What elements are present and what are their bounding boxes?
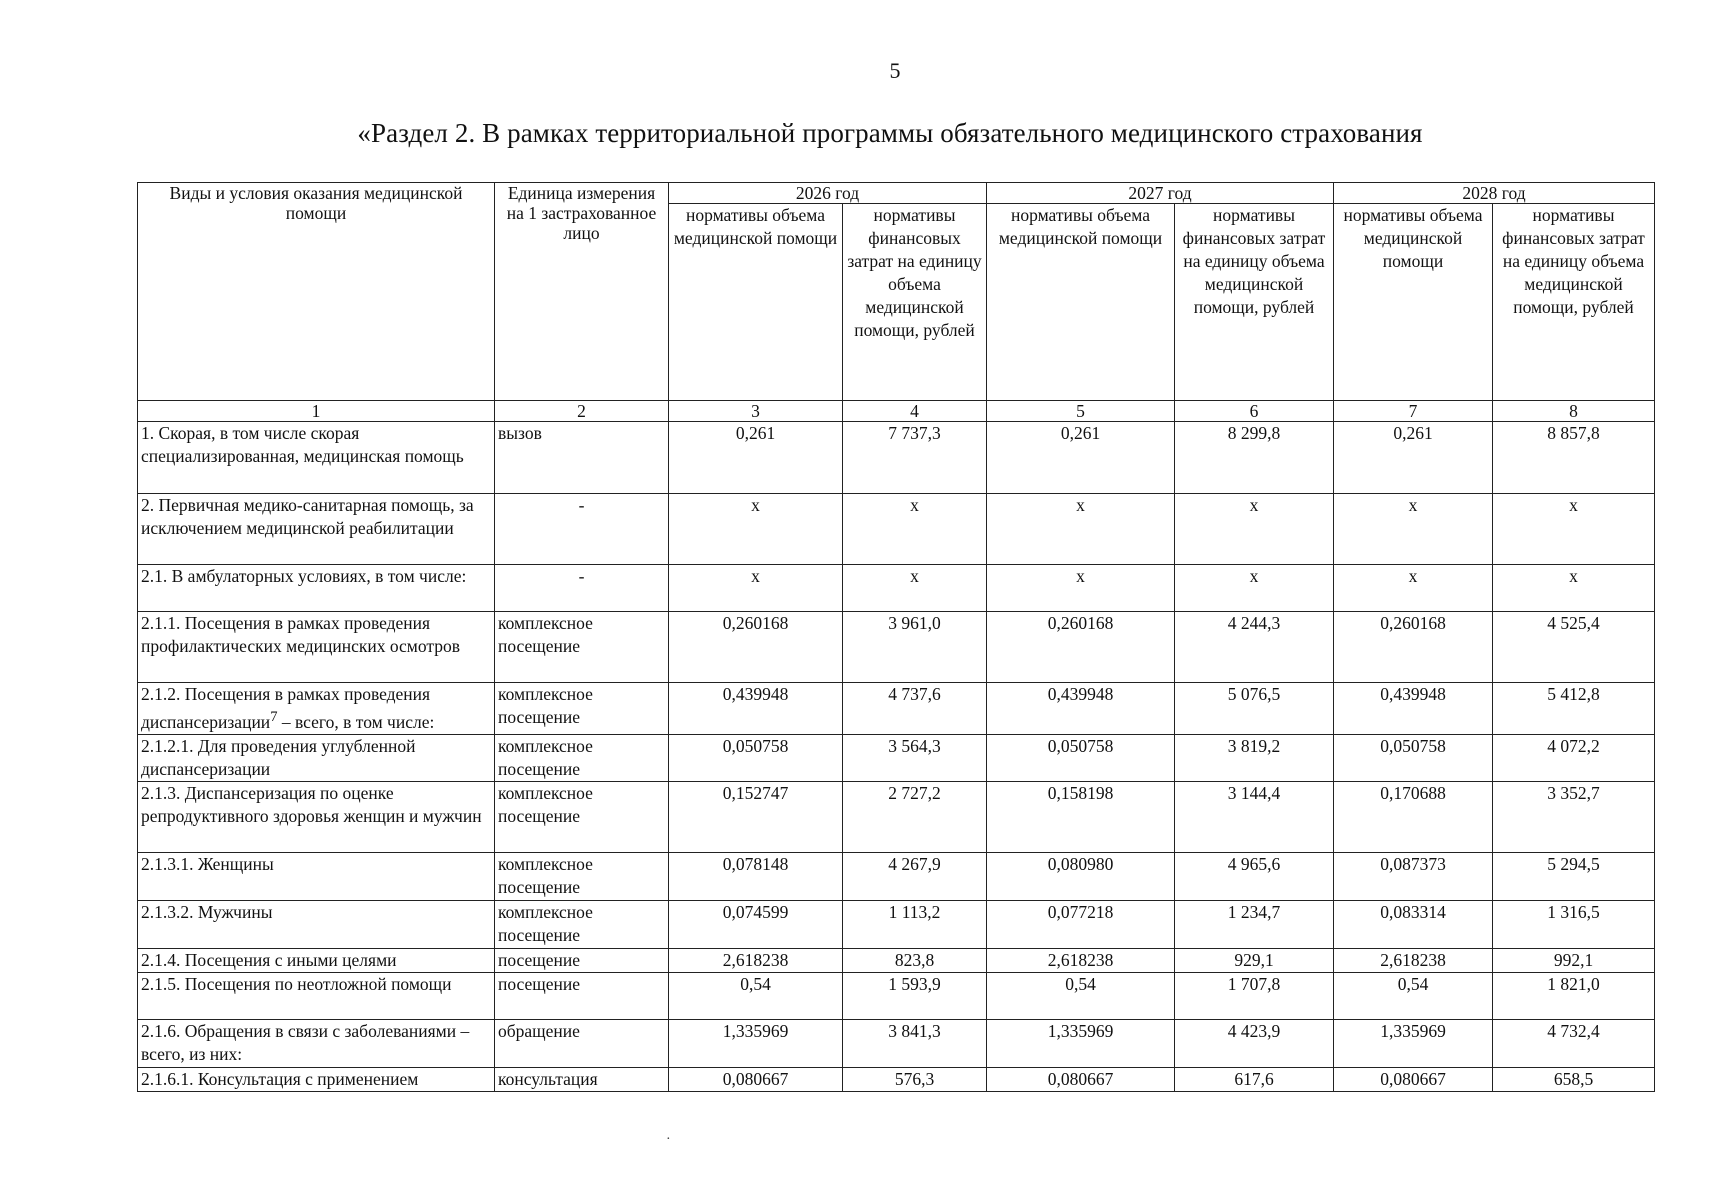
value-cell: 1,335969: [1334, 1019, 1493, 1067]
table-row: [138, 1019, 1655, 1067]
value-cell: 3 144,4: [1175, 781, 1334, 852]
row-name: 1. Скорая, в том числе скорая специализированная, медицинская помощь: [138, 422, 495, 494]
column-number: 6: [1175, 401, 1334, 422]
value-cell: 617,6: [1175, 1067, 1334, 1091]
row-unit: комплексное посещение: [495, 900, 669, 948]
row-name-tail: – всего, в том числе:: [277, 711, 435, 732]
value-cell: 0,261: [987, 422, 1175, 494]
row-unit: консультация: [495, 1067, 669, 1091]
row-unit: обращение: [495, 1019, 669, 1067]
value-cell: 3 819,2: [1175, 734, 1334, 781]
value-cell: х: [843, 565, 987, 612]
value-cell: 2,618238: [669, 948, 843, 972]
value-cell: 0,261: [1334, 422, 1493, 494]
value-cell: х: [843, 494, 987, 565]
value-cell: 8 857,8: [1493, 422, 1655, 494]
value-cell: 1 707,8: [1175, 972, 1334, 1019]
row-name: 2.1.2.1. Для проведения углубленной диспансеризации: [138, 734, 495, 781]
value-cell: х: [669, 565, 843, 612]
value-cell: 0,439948: [987, 683, 1175, 735]
value-cell: х: [1175, 494, 1334, 565]
value-cell: 0,083314: [1334, 900, 1493, 948]
value-cell: 0,158198: [987, 781, 1175, 852]
value-cell: 3 961,0: [843, 612, 987, 683]
value-cell: 1 316,5: [1493, 900, 1655, 948]
column-number: 8: [1493, 401, 1655, 422]
column-number: 5: [987, 401, 1175, 422]
row-unit: посещение: [495, 948, 669, 972]
value-cell: 0,170688: [1334, 781, 1493, 852]
value-cell: 1,335969: [669, 1019, 843, 1067]
value-cell: 0,080667: [987, 1067, 1175, 1091]
table-row: [138, 972, 1655, 1019]
value-cell: 3 352,7: [1493, 781, 1655, 852]
value-cell: х: [669, 494, 843, 565]
page-number: 5: [889, 58, 901, 83]
row-unit: посещение: [495, 972, 669, 1019]
value-cell: х: [987, 494, 1175, 565]
value-cell: 0,080667: [1334, 1067, 1493, 1091]
value-cell: 2,618238: [1334, 948, 1493, 972]
header-cost-2028: нормативы финансовых затрат на единицу объема медицинской помощи, рублей: [1493, 204, 1655, 401]
value-cell: 1 821,0: [1493, 972, 1655, 1019]
value-cell: 0,54: [669, 972, 843, 1019]
table-row: [138, 948, 1655, 972]
value-cell: 0,439948: [1334, 683, 1493, 735]
row-unit: комплексное посещение: [495, 683, 669, 735]
row-unit: -: [495, 565, 669, 612]
header-year-2026: 2026 год: [669, 183, 987, 204]
header-year-2027: 2027 год: [987, 183, 1334, 204]
value-cell: 929,1: [1175, 948, 1334, 972]
table-row: [138, 494, 1655, 565]
value-cell: 0,260168: [1334, 612, 1493, 683]
footnote-marker: 7: [270, 709, 278, 725]
value-cell: 0,439948: [669, 683, 843, 735]
header-unit: Единица измерения на 1 застрахованное лицо: [495, 183, 669, 401]
value-cell: 4 423,9: [1175, 1019, 1334, 1067]
value-cell: 0,077218: [987, 900, 1175, 948]
table-row: [138, 683, 1655, 735]
row-name: 2.1.3. Диспансеризация по оценке репродуктивного здоровья женщин и мужчин: [138, 781, 495, 852]
row-name: 2.1.6.1. Консультация с применением: [138, 1067, 495, 1091]
value-cell: х: [1334, 565, 1493, 612]
value-cell: 2,618238: [987, 948, 1175, 972]
value-cell: 576,3: [843, 1067, 987, 1091]
value-cell: 0,260168: [669, 612, 843, 683]
value-cell: 0,080980: [987, 852, 1175, 900]
value-cell: 8 299,8: [1175, 422, 1334, 494]
value-cell: 1 113,2: [843, 900, 987, 948]
value-cell: 3 841,3: [843, 1019, 987, 1067]
value-cell: 4 267,9: [843, 852, 987, 900]
row-name: 2.1.6. Обращения в связи с заболеваниями – всего, из них:: [138, 1019, 495, 1067]
value-cell: 0,050758: [987, 734, 1175, 781]
section-title: «Раздел 2. В рамках территориальной программы обязательного медицинского страхования: [357, 118, 1423, 148]
value-cell: 4 965,6: [1175, 852, 1334, 900]
table-row: [138, 422, 1655, 494]
value-cell: 1 593,9: [843, 972, 987, 1019]
row-name: 2.1.5. Посещения по неотложной помощи: [138, 972, 495, 1019]
header-cost-2026: нормативы финансовых затрат на единицу объема медицинской помощи, рублей: [843, 204, 987, 401]
table-row: [138, 565, 1655, 612]
header-kinds: Виды и условия оказания медицинской помощи: [138, 183, 495, 401]
column-number-row: [138, 401, 1655, 422]
value-cell: 3 564,3: [843, 734, 987, 781]
value-cell: 5 076,5: [1175, 683, 1334, 735]
scan-speck: ·: [666, 1132, 671, 1147]
table-row: [138, 734, 1655, 781]
value-cell: 0,050758: [669, 734, 843, 781]
table-row: [138, 1067, 1655, 1091]
row-name: 2.1.4. Посещения с иными целями: [138, 948, 495, 972]
value-cell: 4 072,2: [1493, 734, 1655, 781]
value-cell: 658,5: [1493, 1067, 1655, 1091]
table-row: [138, 781, 1655, 852]
column-number: 2: [495, 401, 669, 422]
row-name: 2.1.3.2. Мужчины: [138, 900, 495, 948]
value-cell: х: [987, 565, 1175, 612]
value-cell: 992,1: [1493, 948, 1655, 972]
column-number: 4: [843, 401, 987, 422]
column-number: 3: [669, 401, 843, 422]
value-cell: 5 412,8: [1493, 683, 1655, 735]
value-cell: 0,54: [1334, 972, 1493, 1019]
value-cell: 0,080667: [669, 1067, 843, 1091]
column-number: 1: [138, 401, 495, 422]
value-cell: 4 737,6: [843, 683, 987, 735]
header-cost-2027: нормативы финансовых затрат на единицу объема медицинской помощи, рублей: [1175, 204, 1334, 401]
row-name-text: 2.1.2. Посещения в рамках проведения диспансеризации: [141, 684, 431, 732]
row-unit: комплексное посещение: [495, 612, 669, 683]
row-unit: комплексное посещение: [495, 781, 669, 852]
norms-table: [137, 182, 1655, 1092]
header-volume-2028: нормативы объема медицинской помощи: [1334, 204, 1493, 401]
value-cell: 1 234,7: [1175, 900, 1334, 948]
table-row: [138, 612, 1655, 683]
value-cell: 0,261: [669, 422, 843, 494]
value-cell: 4 525,4: [1493, 612, 1655, 683]
table-row: [138, 900, 1655, 948]
header-volume-2027: нормативы объема медицинской помощи: [987, 204, 1175, 401]
value-cell: х: [1493, 494, 1655, 565]
row-name: 2.1.3.1. Женщины: [138, 852, 495, 900]
row-name: 2.1. В амбулаторных условиях, в том числе:: [138, 565, 495, 612]
row-unit: комплексное посещение: [495, 852, 669, 900]
value-cell: х: [1334, 494, 1493, 565]
row-name: 2.1.1. Посещения в рамках проведения профилактических медицинских осмотров: [138, 612, 495, 683]
table-row: [138, 852, 1655, 900]
column-number: 7: [1334, 401, 1493, 422]
value-cell: 0,078148: [669, 852, 843, 900]
value-cell: 4 244,3: [1175, 612, 1334, 683]
value-cell: 0,152747: [669, 781, 843, 852]
value-cell: х: [1175, 565, 1334, 612]
row-unit: вызов: [495, 422, 669, 494]
value-cell: 0,087373: [1334, 852, 1493, 900]
value-cell: 0,260168: [987, 612, 1175, 683]
value-cell: 0,050758: [1334, 734, 1493, 781]
header-year-2028: 2028 год: [1334, 183, 1655, 204]
header-volume-2026: нормативы объема медицинской помощи: [669, 204, 843, 401]
value-cell: 5 294,5: [1493, 852, 1655, 900]
row-name: [138, 683, 495, 735]
value-cell: 0,54: [987, 972, 1175, 1019]
value-cell: 0,074599: [669, 900, 843, 948]
value-cell: 7 737,3: [843, 422, 987, 494]
value-cell: 823,8: [843, 948, 987, 972]
row-unit: -: [495, 494, 669, 565]
row-unit: комплексное посещение: [495, 734, 669, 781]
value-cell: 2 727,2: [843, 781, 987, 852]
value-cell: 4 732,4: [1493, 1019, 1655, 1067]
value-cell: 1,335969: [987, 1019, 1175, 1067]
row-name: 2. Первичная медико-санитарная помощь, за исключением медицинской реабилитации: [138, 494, 495, 565]
header-row-years: [138, 183, 1655, 204]
value-cell: х: [1493, 565, 1655, 612]
